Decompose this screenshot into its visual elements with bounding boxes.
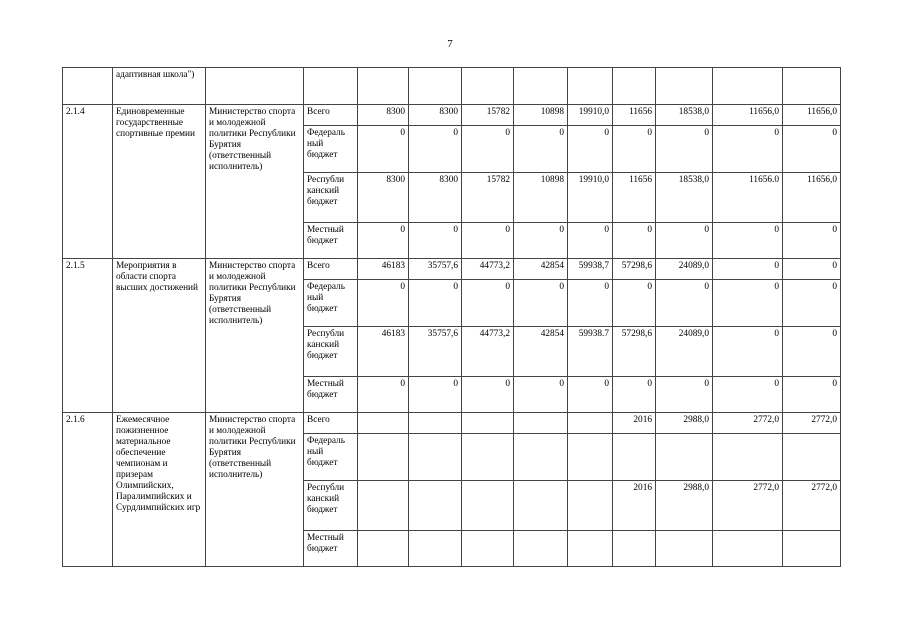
- value-cell: 0: [462, 126, 514, 173]
- code-cell: [63, 68, 113, 105]
- value-cell: 59938.7: [568, 327, 613, 377]
- value-cell: [409, 68, 462, 105]
- table-row: [63, 105, 841, 126]
- value-cell: 11656,0: [783, 105, 841, 126]
- value-cell: 0: [783, 280, 841, 327]
- source-cell: Всего: [304, 105, 358, 126]
- value-cell: 2772,0: [783, 413, 841, 434]
- value-cell: [409, 481, 462, 531]
- name-cell: Единовременные государственные спортивные премии: [113, 105, 206, 259]
- value-cell: 2988,0: [656, 481, 713, 531]
- value-cell: [568, 413, 613, 434]
- value-cell: 2772,0: [713, 481, 783, 531]
- value-cell: 59938,7: [568, 259, 613, 280]
- value-cell: 0: [568, 223, 613, 259]
- value-cell: 0: [514, 223, 568, 259]
- source-cell: Всего: [304, 259, 358, 280]
- code-cell: 2.1.5: [63, 259, 113, 413]
- value-cell: [713, 434, 783, 481]
- value-cell: [613, 434, 656, 481]
- value-cell: 8300: [409, 105, 462, 126]
- value-cell: [462, 68, 514, 105]
- value-cell: [358, 413, 409, 434]
- value-cell: 0: [783, 259, 841, 280]
- value-cell: [462, 531, 514, 567]
- value-cell: 42854: [514, 259, 568, 280]
- value-cell: [514, 531, 568, 567]
- name-cell: Мероприятия в области спорта высших достижений: [113, 259, 206, 413]
- value-cell: 0: [462, 377, 514, 413]
- value-cell: 18538,0: [656, 105, 713, 126]
- value-cell: 42854: [514, 327, 568, 377]
- value-cell: 8300: [358, 173, 409, 223]
- value-cell: 8300: [358, 105, 409, 126]
- name-cell: Ежемесячное пожизненное материальное обеспечение чемпионам и призерам Олимпийских, Паралимпийских и Сурдлимпийских игр: [113, 413, 206, 567]
- value-cell: 2988,0: [656, 413, 713, 434]
- page-number: 7: [447, 38, 453, 50]
- value-cell: 0: [358, 377, 409, 413]
- value-cell: 2772,0: [713, 413, 783, 434]
- source-cell: Местный бюджет: [304, 377, 358, 413]
- executor-cell: Министерство спорта и молодежной политики Республики Бурятия (ответственный исполнитель): [206, 259, 304, 413]
- value-cell: 46183: [358, 327, 409, 377]
- value-cell: 0: [713, 327, 783, 377]
- value-cell: [514, 434, 568, 481]
- value-cell: 35757,6: [409, 259, 462, 280]
- value-cell: [358, 531, 409, 567]
- value-cell: 0: [514, 126, 568, 173]
- value-cell: 0: [358, 126, 409, 173]
- value-cell: [358, 481, 409, 531]
- value-cell: [409, 413, 462, 434]
- value-cell: 0: [358, 280, 409, 327]
- value-cell: 15782: [462, 105, 514, 126]
- value-cell: 0: [613, 223, 656, 259]
- source-cell: [304, 68, 358, 105]
- value-cell: 0: [514, 377, 568, 413]
- value-cell: [568, 434, 613, 481]
- executor-cell: Министерство спорта и молодежной политики Республики Бурятия (ответственный исполнитель): [206, 413, 304, 567]
- value-cell: 46183: [358, 259, 409, 280]
- value-cell: 10898: [514, 105, 568, 126]
- value-cell: [358, 434, 409, 481]
- value-cell: 57298,6: [613, 259, 656, 280]
- table-row: [63, 259, 841, 280]
- source-cell: Федераль ный бюджет: [304, 126, 358, 173]
- value-cell: 19910,0: [568, 105, 613, 126]
- value-cell: 0: [568, 377, 613, 413]
- value-cell: 0: [656, 377, 713, 413]
- value-cell: [462, 413, 514, 434]
- value-cell: 0: [409, 377, 462, 413]
- value-cell: [568, 68, 613, 105]
- value-cell: [713, 68, 783, 105]
- value-cell: 0: [713, 259, 783, 280]
- value-cell: 11656,0: [713, 105, 783, 126]
- value-cell: 11656: [613, 105, 656, 126]
- value-cell: [514, 68, 568, 105]
- source-cell: Всего: [304, 413, 358, 434]
- value-cell: [568, 481, 613, 531]
- value-cell: 24089,0: [656, 327, 713, 377]
- value-cell: 15782: [462, 173, 514, 223]
- source-cell: Федераль ный бюджет: [304, 280, 358, 327]
- value-cell: [713, 531, 783, 567]
- value-cell: 44773,2: [462, 327, 514, 377]
- value-cell: 44773,2: [462, 259, 514, 280]
- value-cell: 10898: [514, 173, 568, 223]
- value-cell: 0: [409, 280, 462, 327]
- value-cell: 0: [568, 280, 613, 327]
- value-cell: 0: [783, 327, 841, 377]
- value-cell: 24089,0: [656, 259, 713, 280]
- value-cell: 0: [613, 377, 656, 413]
- value-cell: 0: [409, 126, 462, 173]
- value-cell: 0: [656, 126, 713, 173]
- value-cell: 0: [713, 223, 783, 259]
- value-cell: 0: [713, 377, 783, 413]
- value-cell: 2016: [613, 481, 656, 531]
- value-cell: 0: [656, 280, 713, 327]
- source-cell: Местный бюджет: [304, 531, 358, 567]
- value-cell: 0: [358, 223, 409, 259]
- table-row: [63, 68, 841, 105]
- executor-cell: [206, 68, 304, 105]
- value-cell: 0: [783, 377, 841, 413]
- value-cell: 8300: [409, 173, 462, 223]
- value-cell: [409, 531, 462, 567]
- value-cell: 0: [713, 280, 783, 327]
- value-cell: 0: [713, 126, 783, 173]
- value-cell: 0: [514, 280, 568, 327]
- value-cell: 0: [462, 280, 514, 327]
- value-cell: 0: [656, 223, 713, 259]
- value-cell: [462, 434, 514, 481]
- value-cell: 18538,0: [656, 173, 713, 223]
- value-cell: [462, 481, 514, 531]
- value-cell: [656, 531, 713, 567]
- value-cell: 11656,0: [783, 173, 841, 223]
- value-cell: 0: [783, 126, 841, 173]
- value-cell: 19910,0: [568, 173, 613, 223]
- value-cell: 57298,6: [613, 327, 656, 377]
- value-cell: 2772,0: [783, 481, 841, 531]
- source-cell: Местный бюджет: [304, 223, 358, 259]
- table-row: [63, 413, 841, 434]
- value-cell: [409, 434, 462, 481]
- source-cell: Республи канский бюджет: [304, 173, 358, 223]
- budget-table: [62, 67, 841, 567]
- value-cell: [783, 531, 841, 567]
- value-cell: 0: [568, 126, 613, 173]
- value-cell: [514, 413, 568, 434]
- value-cell: 0: [783, 223, 841, 259]
- code-cell: 2.1.4: [63, 105, 113, 259]
- source-cell: Республи канский бюджет: [304, 481, 358, 531]
- value-cell: 0: [462, 223, 514, 259]
- value-cell: [568, 531, 613, 567]
- code-cell: 2.1.6: [63, 413, 113, 567]
- value-cell: 2016: [613, 413, 656, 434]
- value-cell: 11656.0: [713, 173, 783, 223]
- value-cell: [358, 68, 409, 105]
- value-cell: 0: [409, 223, 462, 259]
- executor-cell: Министерство спорта и молодежной политики Республики Бурятия (ответственный исполнитель): [206, 105, 304, 259]
- value-cell: [783, 68, 841, 105]
- value-cell: 11656: [613, 173, 656, 223]
- value-cell: [613, 68, 656, 105]
- value-cell: [613, 531, 656, 567]
- source-cell: Республи канский бюджет: [304, 327, 358, 377]
- value-cell: 0: [613, 280, 656, 327]
- value-cell: [514, 481, 568, 531]
- name-cell: адаптивная школа"): [113, 68, 206, 105]
- value-cell: [783, 434, 841, 481]
- value-cell: 35757,6: [409, 327, 462, 377]
- source-cell: Федераль ный бюджет: [304, 434, 358, 481]
- value-cell: [656, 434, 713, 481]
- value-cell: [656, 68, 713, 105]
- value-cell: 0: [613, 126, 656, 173]
